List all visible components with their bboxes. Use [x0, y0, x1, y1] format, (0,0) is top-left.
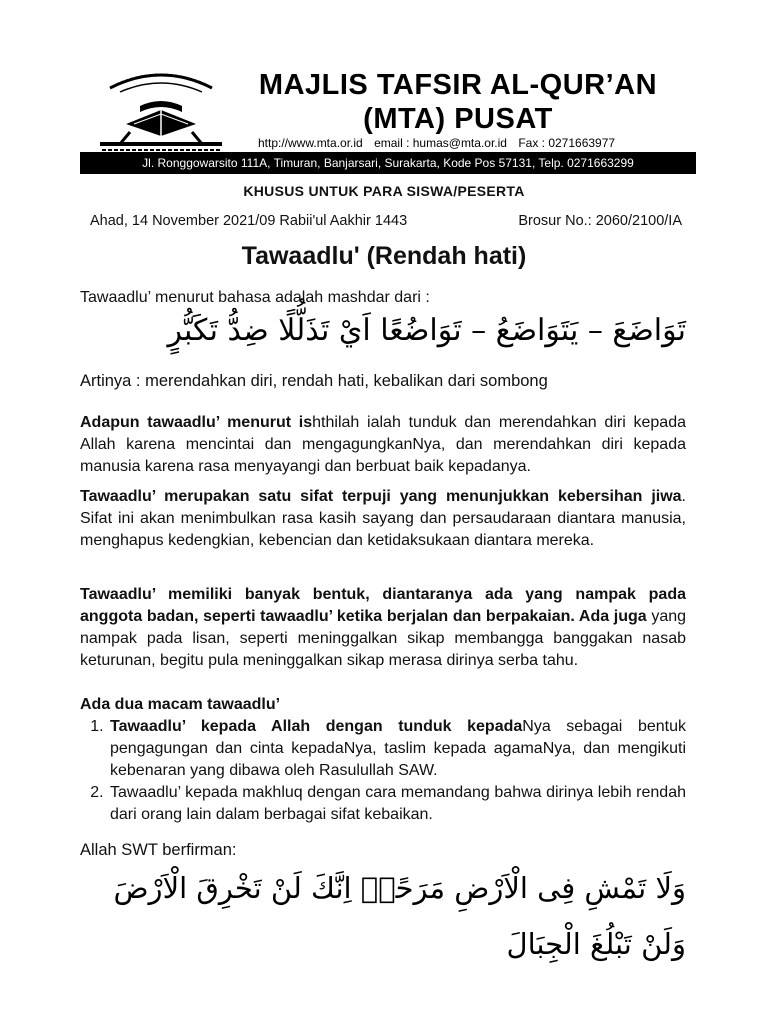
paragraph-virtue — [80, 486, 686, 552]
list-item — [108, 782, 686, 826]
email-link[interactable]: email : humas@mta.or.id — [374, 136, 507, 150]
paragraph-forms-text: yang nampak pada lisan, seperti meninggalkan sikap membangga banggakan nasab keturunan, begitu pula meninggalkan sikap merasa dirinya serba tahu. — [80, 608, 687, 669]
mta-emblem-icon — [96, 66, 226, 154]
paragraph-definition — [80, 412, 686, 478]
paragraph-virtue-bold: Tawaadlu’ merupakan satu sifat terpuji yang menunjukkan kebersihan jiwa — [80, 488, 682, 505]
website-link[interactable]: http://www.mta.or.id — [258, 136, 363, 150]
verse-arabic: وَلَا تَمْشِ فِى الْاَرْضِ مَرَحًاۚ اِنَّكَ لَنْ تَخْرِقَ الْاَرْضَ وَلَنْ تَبْلُغَ الْجِبَالَ — [113, 871, 686, 961]
brochure-number: Brosur No.: 2060/2100/IA — [518, 213, 682, 229]
paragraph-virtue-text: . Sifat ini akan menimbulkan rasa kasih sayang dan persaudaraan diantara manusia, menghapus kedengkian, kebencian dan ketidaksukaan diantara mereka. — [80, 488, 686, 549]
kinds-section — [80, 694, 686, 826]
audience-heading: KHUSUS UNTUK PARA SISWA/PESERTA — [243, 183, 525, 199]
org-title-line2: (MTA) PUSAT — [363, 103, 553, 135]
document-title: Tawaadlu' (Rendah hati) — [241, 242, 527, 270]
kind1-text: Nya sebagai bentuk pengagungan dan cinta kepadaNya, taslim kepada agamaNya, dan mengikuti kebenaran yang dibawa oleh Rasulullah SAW. — [110, 718, 686, 779]
kind1-bold: Tawaadlu’ kepada Allah dengan tunduk kepada — [110, 718, 523, 735]
publish-date: Ahad, 14 November 2021/09 Rabii'ul Aakhir 1443 — [90, 213, 408, 229]
intro-meaning: Artinya : merendahkan diri, rendah hati, kebalikan dari sombong — [80, 372, 548, 390]
intro-arabic: تَوَاضَعَ – يَتَوَاضَعُ – تَوَاضُعًا اَيْ تَذَلُّلًا ضِدُّ تَكَبُّرٍ — [167, 313, 686, 348]
kinds-heading: Ada dua macam tawaadlu’ — [80, 696, 281, 713]
contact-line — [258, 136, 623, 150]
verse-intro: Allah SWT berfirman: — [80, 841, 237, 859]
address-bar: Jl. Ronggowarsito 111A, Timuran, Banjarsari, Surakarta, Kode Pos 57131, Telp. 0271663299 — [80, 152, 696, 174]
intro-lead: Tawaadlu’ menurut bahasa adalah mashdar dari : — [80, 289, 430, 306]
fax-text: Fax : 0271663977 — [518, 136, 616, 150]
paragraph-forms — [80, 584, 686, 672]
kinds-list — [80, 716, 686, 826]
org-title — [226, 68, 690, 136]
kind2-text: Tawaadlu’ kepada makhluq dengan cara memandang bahwa dirinya lebih rendah dari orang lain dalam berbagai sifat kebaikan. — [110, 784, 686, 823]
dateline — [90, 213, 682, 229]
paragraph-definition-text: hthilah ialah tunduk dan merendahkan diri kepada Allah karena mencintai dan mengagungkanNya, dan merendahkan diri kepada manusia karena rasa menyayangi dan berbuat baik kepadanya. — [80, 414, 686, 475]
list-item — [108, 716, 686, 782]
org-title-line1: MAJLIS TAFSIR AL-QUR’AN — [258, 69, 658, 101]
paragraph-forms-bold: Tawaadlu’ memiliki banyak bentuk, diantaranya ada yang nampak pada anggota badan, seperti tawaadlu’ ketika berjalan dan berpakaian. Ada juga — [80, 586, 686, 625]
paragraph-definition-bold: Adapun tawaadlu’ menurut is — [80, 414, 313, 431]
